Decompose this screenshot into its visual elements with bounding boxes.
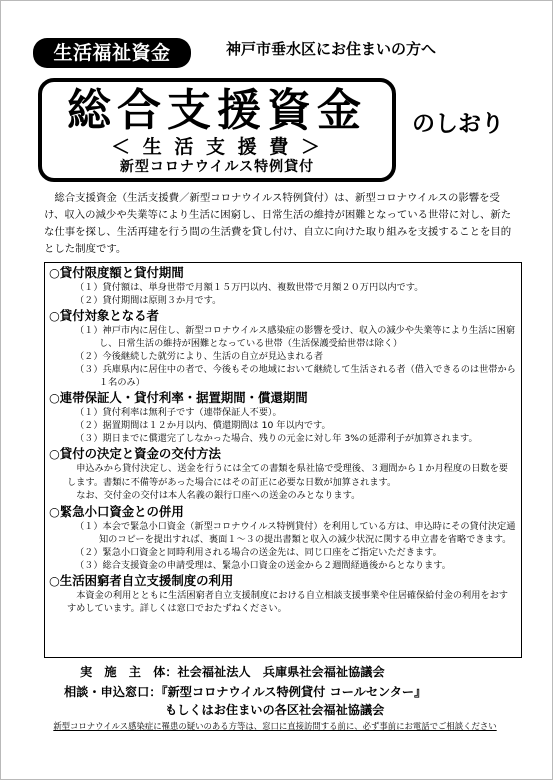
paragraph: 本資金の利用とともに生活困窮者自立支援制度における自立相談支援事業や住居確保給付金の利用をおすすめしています。詳しくは窓口でおたずねください。 xyxy=(67,589,508,614)
program-badge: 生活福祉資金 xyxy=(33,38,191,68)
subtitle-corona-special-loan: 新型コロナウイルス特例貸付 xyxy=(119,159,315,175)
list-item: （２）据置期間は１２か月以内、償還期間は 10 年以内です。 xyxy=(75,420,331,431)
audience-heading: 神戸市垂水区にお住まいの方へ xyxy=(226,40,437,58)
list-item: （２）今後継続した就労により、生活の自立が見込まれる者 xyxy=(75,351,324,362)
title-box xyxy=(38,78,396,182)
title-suffix: のしおり xyxy=(412,111,504,137)
subtitle-seikatsu-shienhi: ＜ 生 活 支 援 費 ＞ xyxy=(111,136,323,158)
section-title-emergency-fund: ○緊急小口資金との併用 xyxy=(49,503,184,519)
main-title: 総合支援資金 xyxy=(67,85,367,136)
list-item: （３）期日までに償還完了しなかった場合、残りの元金に対し年 3%の延滞利子が加算されます。 xyxy=(75,433,478,444)
list-item: （１）本会で緊急小口資金（新型コロナウイルス特例貸付）を利用している方は、申込時にその貸付決定通知のコピーを提出すれば、裏面１～３の提出書類と収入の減少状況に関する申立書を省略できます。 xyxy=(75,520,516,545)
intro-paragraph: 総合支援資金（生活支援費／新型コロナウイルス特例貸付）は、新型コロナウイルスの影響を受け、収入の減少や失業等により生活に困窮し、日常生活の維持が困難となっている世帯に対し、新たな仕事を探し、生活再建を行う間の生活費を貸し付け、自立に向けた取り組みを支援することを目的とした制度です。 xyxy=(44,192,512,255)
list-item: （２）緊急小口資金と同時利用される場合の送金先は、同じ口座をご指定いただきます。 xyxy=(75,546,442,558)
footer-contact-alt: もしくはお住まいの各区社会福祉協議会 xyxy=(165,703,385,717)
section-title-eligibility: ○貸付対象となる者 xyxy=(49,308,159,323)
paragraph: なお、交付金の交付は本人名義の銀行口座への送金のみとなります。 xyxy=(76,490,361,501)
list-item: （３）兵庫県内に居住中の者で、今後もその地域において継続して生活される者（借入できるのは世帯から１名のみ） xyxy=(75,364,516,388)
list-item: （１）神戸市内に居住し、新型コロナウイルス感染症の影響を受け、収入の減少や失業等により生活に困窮し、日常生活の維持が困難となっている世帯（生活保護受給世帯は除く） xyxy=(75,325,516,349)
paragraph: 申込みから貸付決定し、送金を行うには全ての書類を県社協で受理後、３週間から１か月程度の日数を要します。書類に不備等があった場合にはその訂正に必要な日数が加算されます。 xyxy=(67,463,508,488)
section-title-self-reliance-support: ○生活困窮者自立支援制度の利用 xyxy=(49,572,234,588)
section-title-interest-repayment: ○連帯保証人・貸付利率・据置期間・償還期間 xyxy=(49,390,308,405)
list-item: （３）総合支援資金の申請受理は、緊急小口資金の送金から２週間経過後からとなります。 xyxy=(75,559,451,571)
list-item: （１）貸付額は、単身世帯で月額１５万円以内、複数世帯で月額２０万円以内です。 xyxy=(75,282,424,293)
section-title-decision-disbursement: ○貸付の決定と資金の交付方法 xyxy=(49,446,221,461)
sections-box xyxy=(44,262,522,658)
footer-organizer: 実 施 主 体：社会福祉法人 兵庫県社会福祉協議会 xyxy=(80,665,385,679)
section-title-loan-limit: ○貸付限度額と貸付期間 xyxy=(49,265,184,280)
footer-contact: 相談・申込窓口：『新型コロナウイルス特例貸付 コールセンター』 xyxy=(64,685,427,699)
notice-text: 新型コロナウイルス感染症に罹患の疑いのある方等は、窓口に直接訪問する前に、必ず事前にお電話でご相談ください xyxy=(53,721,497,731)
list-item: （２）貸付期間は原則３か月です。 xyxy=(75,295,222,306)
list-item: （１）貸付利率は無利子です（連帯保証人不要）。 xyxy=(75,407,282,418)
